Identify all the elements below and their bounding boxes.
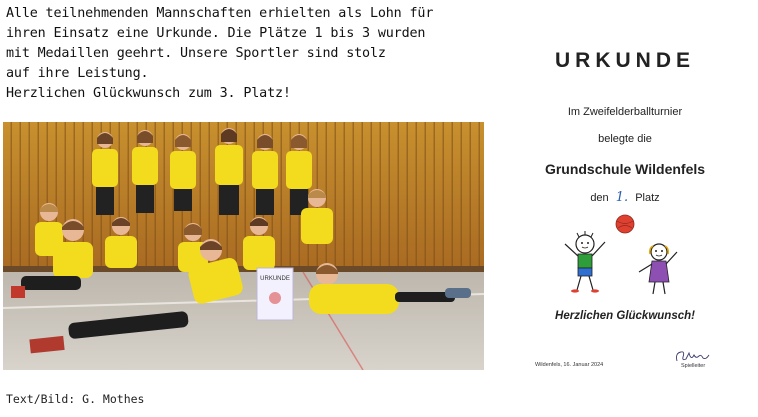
certificate-belegte: belegte die [598, 133, 652, 145]
certificate-school: Grundschule Wildenfels [544, 161, 706, 177]
certificate-event: Im Zweifelderballturnier [567, 106, 683, 118]
article-line: Alle teilnehmenden Mannschaften erhielten als Lohn für [6, 6, 434, 21]
article-line: Herzlichen Glückwunsch zum 3. Platz! [6, 86, 291, 101]
children-ball-illustration [555, 212, 695, 308]
certificate-date: Wildenfels, 16. Januar 2024 [535, 362, 604, 368]
certificate-congrats: Herzlichen Glückwunsch! [555, 310, 695, 322]
photo-credit: Text/Bild: G. Mothes [6, 392, 145, 406]
team-photo-illustration [3, 122, 484, 370]
article-line: ihren Einsatz eine Urkunde. Die Plätze 1 bis 3 wurden [6, 26, 426, 41]
certificate [505, 40, 745, 380]
team-photo [3, 122, 484, 370]
article-text [6, 4, 434, 104]
article-line: mit Medaillen geehrt. Unsere Sportler sind stolz [6, 46, 386, 61]
place-prefix: den [590, 192, 609, 204]
certificate-place [505, 190, 745, 205]
article-line: auf ihre Leistung. [6, 66, 149, 81]
poster-label: URKUNDE [260, 276, 290, 282]
certificate-role: Spielleiter [681, 363, 706, 369]
place-number: 1. [615, 190, 629, 205]
certificate-title: URKUNDE [555, 49, 695, 72]
place-suffix: Platz [635, 192, 660, 204]
